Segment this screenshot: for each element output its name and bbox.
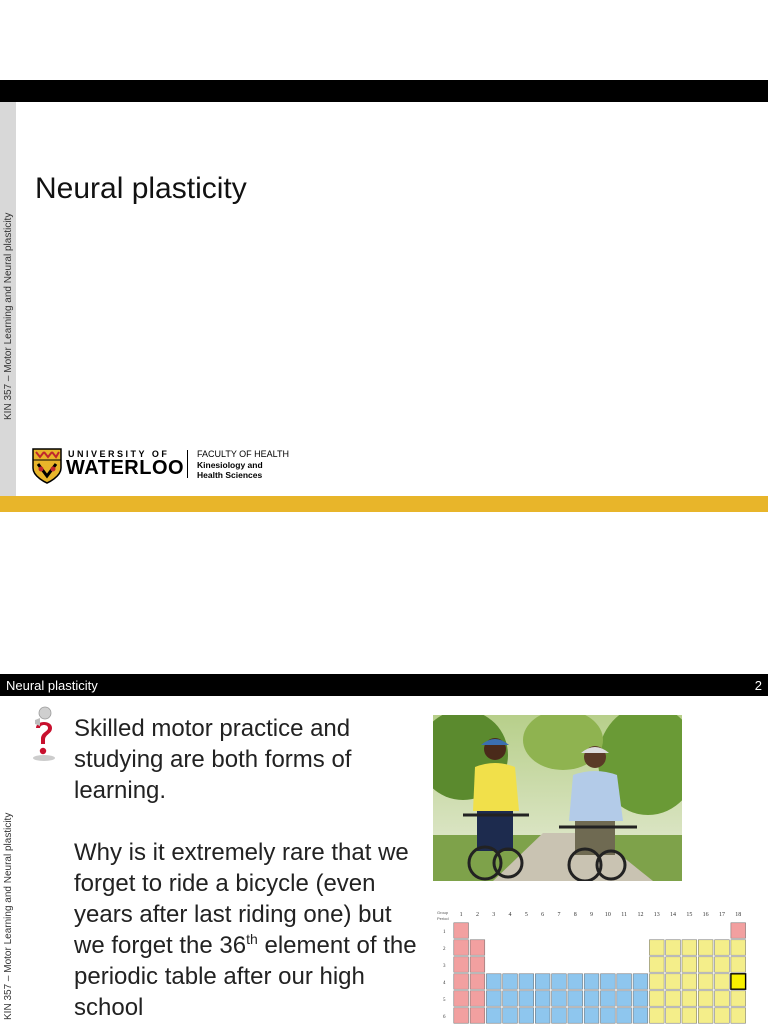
element-cell: [715, 991, 730, 1006]
element-cell: [731, 991, 746, 1006]
element-cell: [666, 974, 681, 989]
element-cell: [649, 974, 664, 989]
element-cell: [649, 991, 664, 1006]
element-cell: [470, 974, 485, 989]
group-number: 3: [492, 912, 496, 918]
period-label: Period: [437, 916, 449, 921]
element-cell: [731, 1008, 746, 1023]
period-number: 2: [443, 947, 446, 952]
element-cell: [617, 991, 632, 1006]
group-number: 15: [686, 912, 693, 918]
element-cell: [682, 974, 697, 989]
slide2-header-title: Neural plasticity: [6, 678, 98, 693]
periodic-table: [433, 906, 751, 1024]
element-cell: [682, 1008, 697, 1023]
element-cell: [715, 957, 730, 972]
element-cell: [535, 1008, 550, 1023]
element-cell: [454, 974, 469, 989]
element-cell: [503, 974, 518, 989]
university-logo: [32, 448, 302, 488]
question-person-icon: [30, 706, 58, 762]
element-cell: [470, 1008, 485, 1023]
element-cell: [698, 991, 713, 1006]
element-cell: [470, 991, 485, 1006]
highlighted-element-cell: [731, 974, 746, 989]
element-cell: [486, 991, 501, 1006]
element-cell: [617, 1008, 632, 1023]
element-cell: [715, 974, 730, 989]
element-cell: [552, 974, 567, 989]
group-number: 4: [508, 912, 512, 918]
group-number: 11: [621, 912, 628, 918]
element-cell: [535, 991, 550, 1006]
element-cell: [649, 940, 664, 955]
element-cell: [666, 957, 681, 972]
group-number: 9: [590, 912, 594, 918]
logo-waterloo: WATERLOO: [66, 457, 185, 479]
slide1-accent-bar: [0, 496, 768, 512]
period-number: 1: [443, 930, 446, 935]
paragraph-2-text-end: element of the periodic table after our high school: [74, 932, 417, 1021]
element-cell: [486, 1008, 501, 1023]
element-cell: [715, 940, 730, 955]
element-cell: [715, 1008, 730, 1023]
element-cell: [698, 974, 713, 989]
slide-number: 2: [754, 678, 762, 693]
element-cell: [486, 974, 501, 989]
crest-icon: [32, 448, 62, 484]
element-cell: [552, 1008, 567, 1023]
element-cell: [568, 1008, 583, 1023]
ordinal-superscript: th: [246, 931, 258, 947]
logo-university-of: UNIVERSITY OF: [68, 449, 170, 459]
period-number: 6: [443, 1015, 446, 1020]
paragraph-1: Skilled motor practice and studying are both forms of learning.: [74, 715, 352, 804]
element-cell: [454, 1008, 469, 1023]
element-cell: [568, 974, 583, 989]
element-cell: [454, 957, 469, 972]
element-cell: [503, 991, 518, 1006]
group-number: 8: [573, 912, 577, 918]
group-number: 1: [459, 912, 463, 918]
group-number: 10: [604, 912, 611, 918]
element-cell: [682, 957, 697, 972]
element-cell: [633, 974, 648, 989]
element-cell: [698, 940, 713, 955]
group-number: 12: [637, 912, 644, 918]
element-cell: [470, 957, 485, 972]
slide1-title: Neural plasticity: [35, 172, 247, 205]
logo-faculty: FACULTY OF HEALTH: [197, 449, 290, 459]
group-label: Group: [437, 910, 449, 915]
element-cell: [617, 974, 632, 989]
element-cell: [601, 1008, 616, 1023]
element-cell: [601, 991, 616, 1006]
period-number: 3: [443, 964, 446, 969]
element-cell: [633, 1008, 648, 1023]
slide1-top-bar: [0, 80, 768, 102]
element-cell: [698, 1008, 713, 1023]
period-number: 4: [443, 981, 446, 986]
element-cell: [731, 957, 746, 972]
element-cell: [470, 940, 485, 955]
element-cell: [503, 1008, 518, 1023]
slide1-course-label: KIN 357 – Motor Learning and Neural plasticity: [3, 212, 14, 420]
logo-dept-line2: Health Sciences: [197, 470, 263, 480]
group-number: 5: [524, 912, 528, 918]
element-cell: [519, 1008, 534, 1023]
element-cell: [731, 923, 746, 938]
group-number: 13: [653, 912, 660, 918]
element-cell: [584, 974, 599, 989]
element-cell: [535, 974, 550, 989]
slide2-body: [74, 713, 419, 1023]
element-cell: [568, 991, 583, 1006]
logo-dept-line1: Kinesiology and: [197, 460, 263, 470]
slide2-course-label: KIN 357 – Motor Learning and Neural plasticity: [3, 812, 14, 1020]
element-cell: [519, 974, 534, 989]
logo-divider: [187, 450, 188, 478]
element-cell: [666, 940, 681, 955]
element-cell: [454, 923, 469, 938]
cyclists-photo: [433, 715, 682, 881]
element-cell: [454, 991, 469, 1006]
element-cell: [601, 974, 616, 989]
element-cell: [584, 1008, 599, 1023]
period-number: 5: [443, 998, 446, 1003]
element-cell: [584, 991, 599, 1006]
group-number: 14: [670, 912, 677, 918]
group-number: 18: [735, 912, 742, 918]
element-cell: [552, 991, 567, 1006]
element-cell: [633, 991, 648, 1006]
element-cell: [682, 991, 697, 1006]
element-cell: [666, 1008, 681, 1023]
slide2-header-bar: [0, 674, 768, 696]
element-cell: [649, 957, 664, 972]
group-number: 16: [702, 912, 709, 918]
group-number: 7: [557, 912, 561, 918]
group-number: 6: [541, 912, 545, 918]
element-cell: [731, 940, 746, 955]
paragraph-2: [74, 837, 419, 1023]
element-cell: [649, 1008, 664, 1023]
group-number: 17: [718, 912, 725, 918]
element-cell: [682, 940, 697, 955]
element-cell: [519, 991, 534, 1006]
element-cell: [454, 940, 469, 955]
element-cell: [698, 957, 713, 972]
group-number: 2: [475, 912, 479, 918]
element-cell: [666, 991, 681, 1006]
paragraph-2-text: Why is it extremely rare that we forget to ride a bicycle (even years after last riding one) but we forget the 36: [74, 839, 409, 959]
